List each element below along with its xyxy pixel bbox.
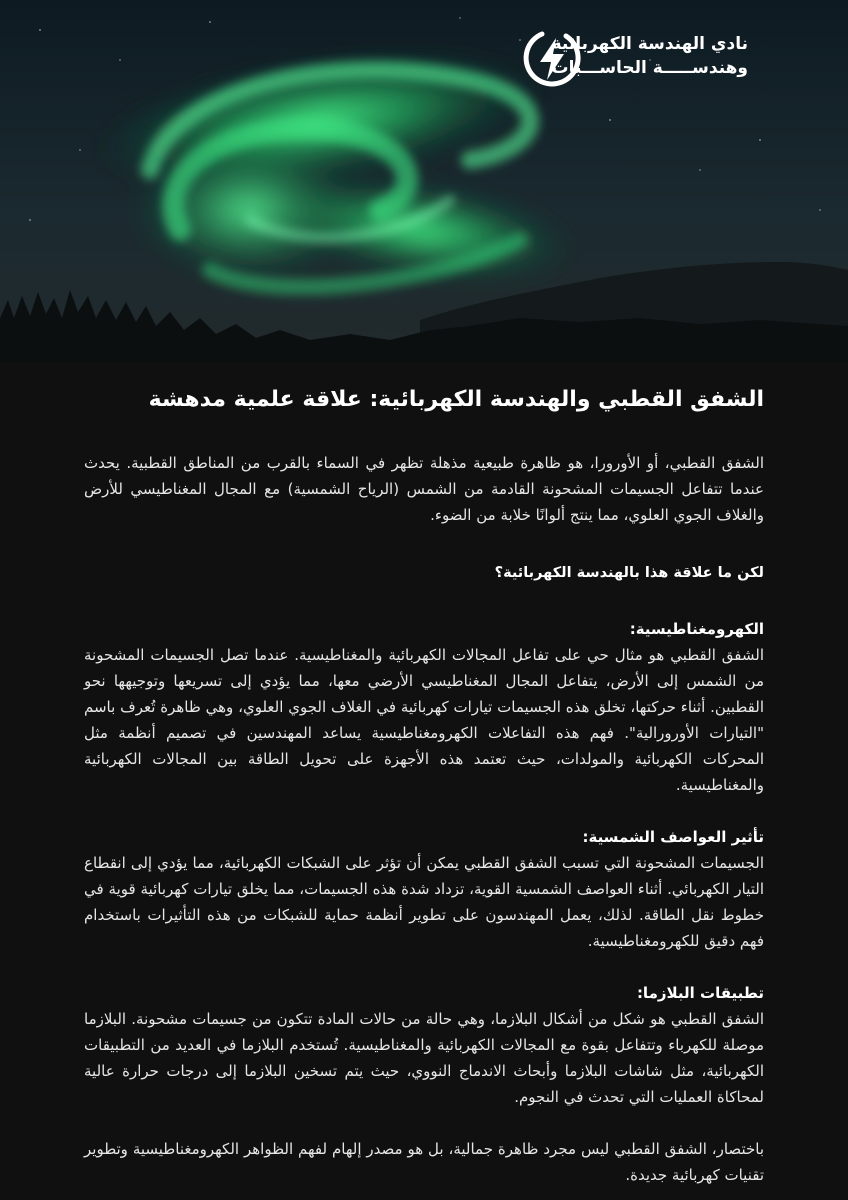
aurora-hero-image — [0, 0, 848, 362]
intro-paragraph: الشفق القطبي، أو الأورورا، هو ظاهرة طبيعية مذهلة تظهر في السماء بالقرب من المناطق القطبية. يحدث عندما تتفاعل الجسيمات المشحونة القادمة من الشمس (الرياح الشمسية) مع المجال المغناطيسي للأرض والغلاف الجوي العلوي، مما ينتج ألوانًا خلابة من الضوء. — [84, 454, 764, 524]
conclusion-paragraph: باختصار، الشفق القطبي ليس مجرد ظاهرة جمالية، بل هو مصدر إلهام لفهم الظواهر الكهرومغناطيسية وتطوير تقنيات كهربائية جديدة. — [84, 1140, 764, 1184]
club-name-line2: وهندســـــة الحاســـبات — [551, 58, 748, 78]
section-heading: تطبيقات البلازما: — [636, 984, 764, 1002]
section-electromagnetism — [84, 616, 764, 798]
article-title: الشفق القطبي والهندسة الكهربائية: علاقة علمية مدهشة — [148, 387, 764, 412]
section-plasma — [84, 980, 764, 1110]
club-name-line1: نادي الهندسة الكهربائية — [551, 34, 748, 54]
section-body: الجسيمات المشحونة التي تسبب الشفق القطبي يمكن أن تؤثر على الشبكات الكهربائية، مما يؤدي إلى انقطاع التيار الكهربائي. أثناء العواصف الشمسية القوية، تزداد شدة هذه الجسيمات، مما يخلق تيارات كهربائية قوية في خطوط نقل الطاقة. لذلك، يعمل المهندسون على تطوير أنظمة حماية للشبكات من هذه التأثيرات باستخدام فهم دقيق للكهرومغناطيسية. — [84, 854, 764, 950]
article — [84, 380, 764, 1188]
question-heading: لكن ما علاقة هذا بالهندسة الكهربائية؟ — [494, 565, 764, 581]
section-heading: تأثير العواصف الشمسية: — [582, 828, 764, 846]
section-solar-storms — [84, 824, 764, 954]
section-body: الشفق القطبي هو مثال حي على تفاعل المجالات الكهربائية والمغناطيسية. عندما تصل الجسيمات المشحونة من الشمس إلى الأرض، يتفاعل المجال المغناطيسي الأرضي معها، مما يؤدي إلى تسريعها وتوجيهها نحو القطبين. أثناء حركتها، تخلق هذه الجسيمات تيارات كهربائية في الغلاف الجوي العلوي، وهي ظاهرة تُعرف باسم "التيارات الأورورالية". فهم هذه التفاعلات الكهرومغناطيسية يساعد المهندسين في تصميم أنظمة مثل المحركات الكهربائية والمولدات، حيث تعتمد هذه الأجهزة على تحويل الطاقة بين المجالات الكهربائية والمغناطيسية. — [84, 646, 764, 794]
club-logo — [520, 26, 826, 96]
section-body: الشفق القطبي هو شكل من أشكال البلازما، وهي حالة من حالات المادة تتكون من جسيمات مشحونة. البلازما موصلة للكهرباء وتتفاعل بقوة مع المجالات الكهربائية والمغناطيسية. تُستخدم البلازما في العديد من التطبيقات الكهربائية، مثل شاشات البلازما وأبحاث الاندماج النووي، حيث يتم تسخين البلازما إلى درجات حرارة عالية لمحاكاة العمليات التي تحدث في النجوم. — [84, 1010, 764, 1106]
section-heading: الكهرومغناطيسية: — [629, 620, 764, 638]
